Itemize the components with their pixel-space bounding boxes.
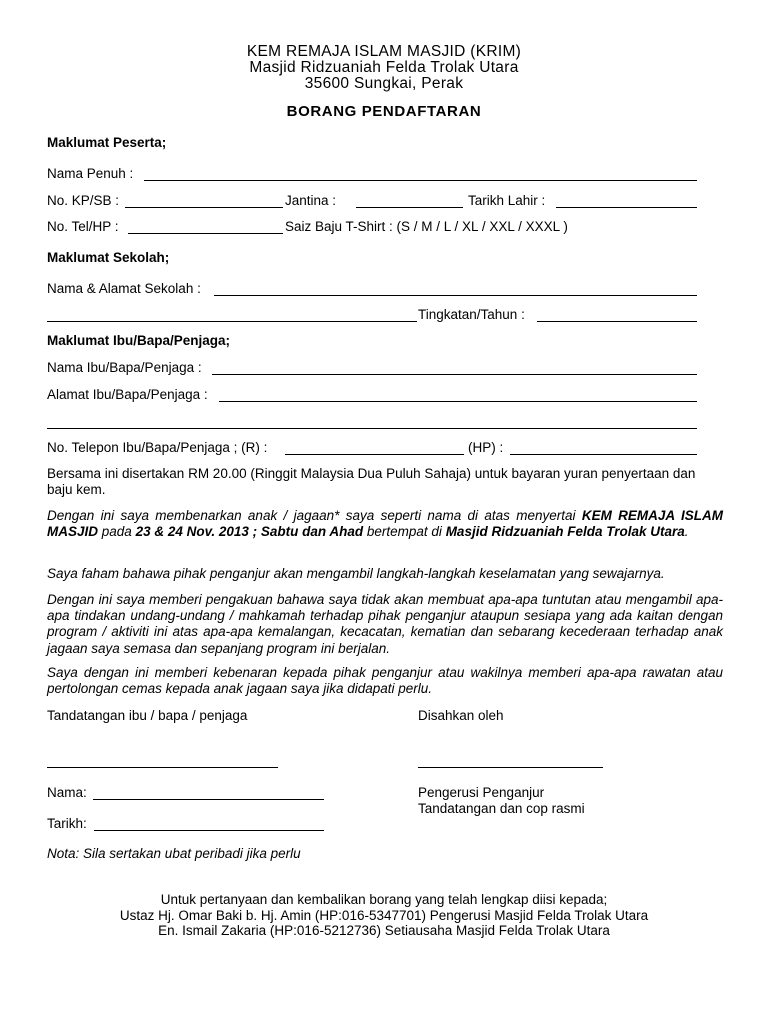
label-telefon-hp: (HP) : [468, 440, 504, 455]
label-pengerusi-penganjur: Pengerusi Penganjur [418, 785, 545, 800]
label-disahkan-oleh: Disahkan oleh [418, 708, 504, 723]
label-nama-penuh: Nama Penuh : [47, 166, 134, 181]
field-alamat-penjaga[interactable] [219, 401, 697, 402]
section-heading-penjaga: Maklumat Ibu/Bapa/Penjaga; [47, 333, 231, 348]
footer-line-1: Untuk pertanyaan dan kembalikan borang yang telah lengkap diisi kepada; [160, 892, 608, 907]
field-telefon-hp[interactable] [510, 454, 697, 455]
label-tandatangan-cop: Tandatangan dan cop rasmi [418, 801, 585, 816]
field-nama-penandatangan[interactable] [93, 799, 324, 800]
label-jantina: Jantina : [285, 193, 337, 208]
header-line-1: KEM REMAJA ISLAM MASJID (KRIM) [246, 43, 522, 60]
label-tingkatan: Tingkatan/Tahun : [418, 307, 525, 322]
header-line-2: Masjid Ridzuaniah Felda Trolak Utara [249, 59, 519, 76]
field-no-kp[interactable] [125, 207, 283, 208]
field-tingkatan[interactable] [537, 321, 697, 322]
section-heading-sekolah: Maklumat Sekolah; [47, 250, 170, 265]
label-telefon-rumah: No. Telepon Ibu/Bapa/Penjaga ; (R) : [47, 440, 268, 455]
label-nama-alamat-sekolah: Nama & Alamat Sekolah : [47, 281, 201, 296]
section-heading-peserta: Maklumat Peserta; [47, 135, 167, 150]
field-jantina[interactable] [356, 207, 463, 208]
label-alamat-penjaga: Alamat Ibu/Bapa/Penjaga : [47, 387, 208, 402]
label-saiz-baju: Saiz Baju T-Shirt : (S / M / L / XL / XXL / XXXL ) [285, 219, 568, 234]
field-nama-alamat-sekolah[interactable] [214, 295, 697, 296]
label-nama-penandatangan: Nama: [47, 785, 87, 800]
footer-line-2: Ustaz Hj. Omar Baki b. Hj. Amin (HP:016-5347701) Pengerusi Masjid Felda Trolak Utara [119, 908, 649, 923]
consent-paragraph-4: Saya dengan ini memberi kebenaran kepada pihak penganjur atau wakilnya memberi apa-apa rawatan atau pertolongan cemas kepada anak jagaan saya jika didapati perlu. [47, 665, 723, 697]
label-no-kp: No. KP/SB : [47, 193, 120, 208]
label-tarikh: Tarikh: [47, 816, 87, 831]
label-no-tel: No. Tel/HP : [47, 219, 119, 234]
field-telefon-rumah[interactable] [285, 454, 464, 455]
signature-line-penjaga[interactable] [47, 767, 278, 768]
consent-paragraph-3: Dengan ini saya memberi pengakuan bahawa saya tidak akan membuat apa-apa tuntutan atau mengambil apa-apa tindakan undang-undang / mahkamah terhadap pihak penganjur ataupun sesiapa yang ada kaitan dengan program / aktiviti ini atas apa-apa kemalangan, kecacatan, kematian dan sebarang kecederaan terhadap anak jagaan saya semasa dan sepanjang program ini berjalan. [47, 592, 723, 656]
field-nama-penuh[interactable] [144, 180, 697, 181]
form-title: BORANG PENDAFTARAN [286, 103, 482, 120]
label-tandatangan-penjaga: Tandatangan ibu / bapa / penjaga [47, 708, 248, 723]
field-tarikh[interactable] [94, 830, 324, 831]
payment-statement: Bersama ini disertakan RM 20.00 (Ringgit Malaysia Dua Puluh Sahaja) untuk bayaran yuran penyertaan dan baju kem. [47, 466, 696, 498]
label-nama-penjaga: Nama Ibu/Bapa/Penjaga : [47, 360, 202, 375]
field-tarikh-lahir[interactable] [556, 207, 697, 208]
field-alamat-penjaga-line-2[interactable] [47, 428, 697, 429]
note-ubat: Nota: Sila sertakan ubat peribadi jika perlu [47, 846, 301, 861]
field-alamat-sekolah-line-2[interactable] [47, 321, 417, 322]
consent-paragraph-2: Saya faham bahawa pihak penganjur akan mengambil langkah-langkah keselamatan yang sewajarnya. [47, 566, 665, 581]
label-tarikh-lahir: Tarikh Lahir : [468, 193, 546, 208]
field-no-tel[interactable] [128, 233, 283, 234]
consent-paragraph-1: Dengan ini saya membenarkan anak / jagaan* saya seperti nama di atas menyertai KEM REMAJA ISLAM MASJID pada 23 & 24 Nov. 2013 ; Sabtu dan Ahad bertempat di Masjid Ridzuaniah Felda Trolak Utara. [47, 508, 723, 540]
field-nama-penjaga[interactable] [212, 374, 697, 375]
header-line-3: 35600 Sungkai, Perak [304, 75, 464, 92]
signature-line-pengerusi[interactable] [418, 767, 603, 768]
footer-line-3: En. Ismail Zakaria (HP:016-5212736) Setiausaha Masjid Felda Trolak Utara [158, 923, 610, 938]
